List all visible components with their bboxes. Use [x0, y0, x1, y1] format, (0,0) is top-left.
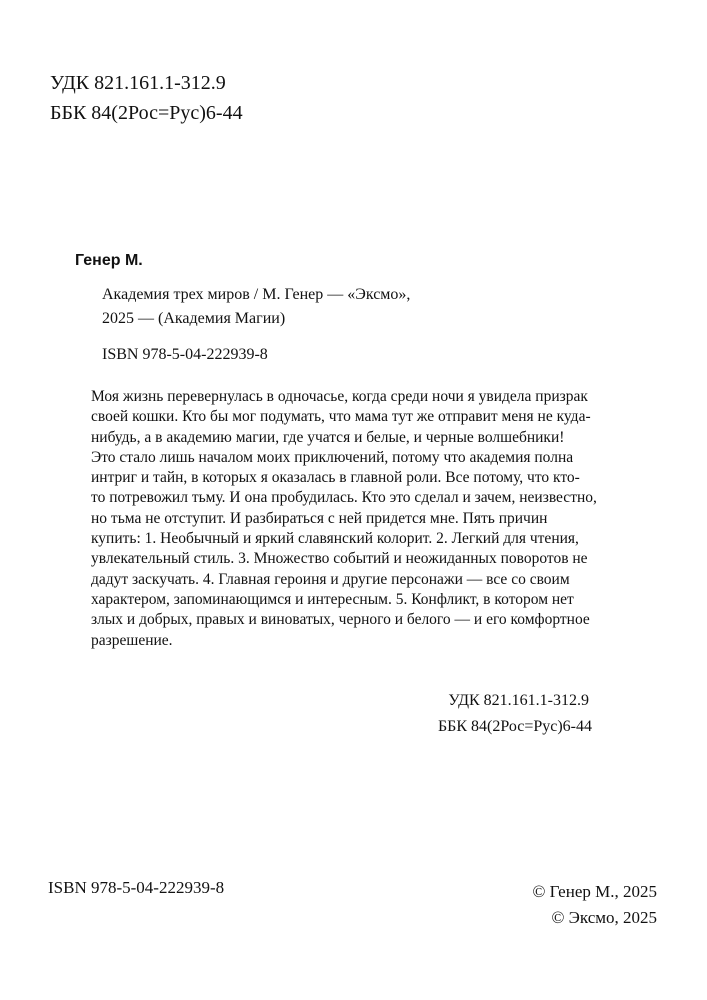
classification-header	[50, 70, 243, 130]
annotation-line: то потревожил тьму. И она пробудилась. Кто это сделал и зачем, неизвестно,	[91, 489, 597, 507]
annotation-line: увлекательный стиль. 3. Множество событий и неожиданных поворотов не	[91, 550, 588, 568]
classification-block-right	[438, 688, 592, 740]
annotation-line: характером, запоминающимся и интересным. 5. Конфликт, в котором нет	[91, 590, 574, 608]
bbk-code-right: ББК 84(2Рос=Рус)6-44	[437, 718, 592, 735]
book-annotation	[91, 387, 646, 651]
copyright-block	[532, 879, 657, 931]
copyright-publisher: © Эксмо, 2025	[551, 908, 657, 927]
udk-code-right: УДК 821.161.1-312.9	[448, 692, 589, 709]
annotation-line: разрешение.	[91, 631, 173, 649]
isbn-footer: ISBN 978-5-04-222939-8	[48, 878, 225, 897]
catalog-entry	[102, 283, 410, 331]
annotation-line: купить: 1. Необычный и яркий славянский колорит. 2. Легкий для чтения,	[91, 530, 579, 548]
catalog-title-line: Академия трех миров / М. Генер — «Эксмо»,	[102, 286, 411, 303]
annotation-line: своей кошки. Кто бы мог подумать, что мама тут же отправит меня не куда-	[91, 408, 591, 426]
catalog-isbn: ISBN 978-5-04-222939-8	[102, 346, 268, 363]
annotation-line: нибудь, а в академию магии, где учатся и белые, и черные волшебники!	[91, 428, 565, 446]
annotation-line: Моя жизнь перевернулась в одночасье, когда среди ночи я увидела призрак	[91, 388, 588, 405]
udk-code: УДК 821.161.1-312.9	[50, 72, 226, 94]
annotation-line: злых и добрых, правых и виноватых, черного и белого — и его комфортное	[91, 611, 590, 629]
annotation-line: дадут заскучать. 4. Главная героиня и другие персонажи — все со своим	[91, 570, 570, 588]
annotation-line: но тьма не отступит. И разбираться с ней придется мне. Пять причин	[91, 509, 548, 527]
annotation-line: Это стало лишь началом моих приключений, потому что академия полна	[91, 448, 574, 466]
author-heading: Генер М.	[75, 252, 143, 269]
copyright-author: © Генер М., 2025	[532, 882, 657, 901]
bbk-code: ББК 84(2Рос=Рус)6-44	[50, 102, 243, 124]
catalog-year-series-line: 2025 — (Академия Магии)	[102, 310, 286, 327]
annotation-line: интриг и тайн, в которых я оказалась в главной роли. Все потому, что кто-	[91, 469, 580, 487]
